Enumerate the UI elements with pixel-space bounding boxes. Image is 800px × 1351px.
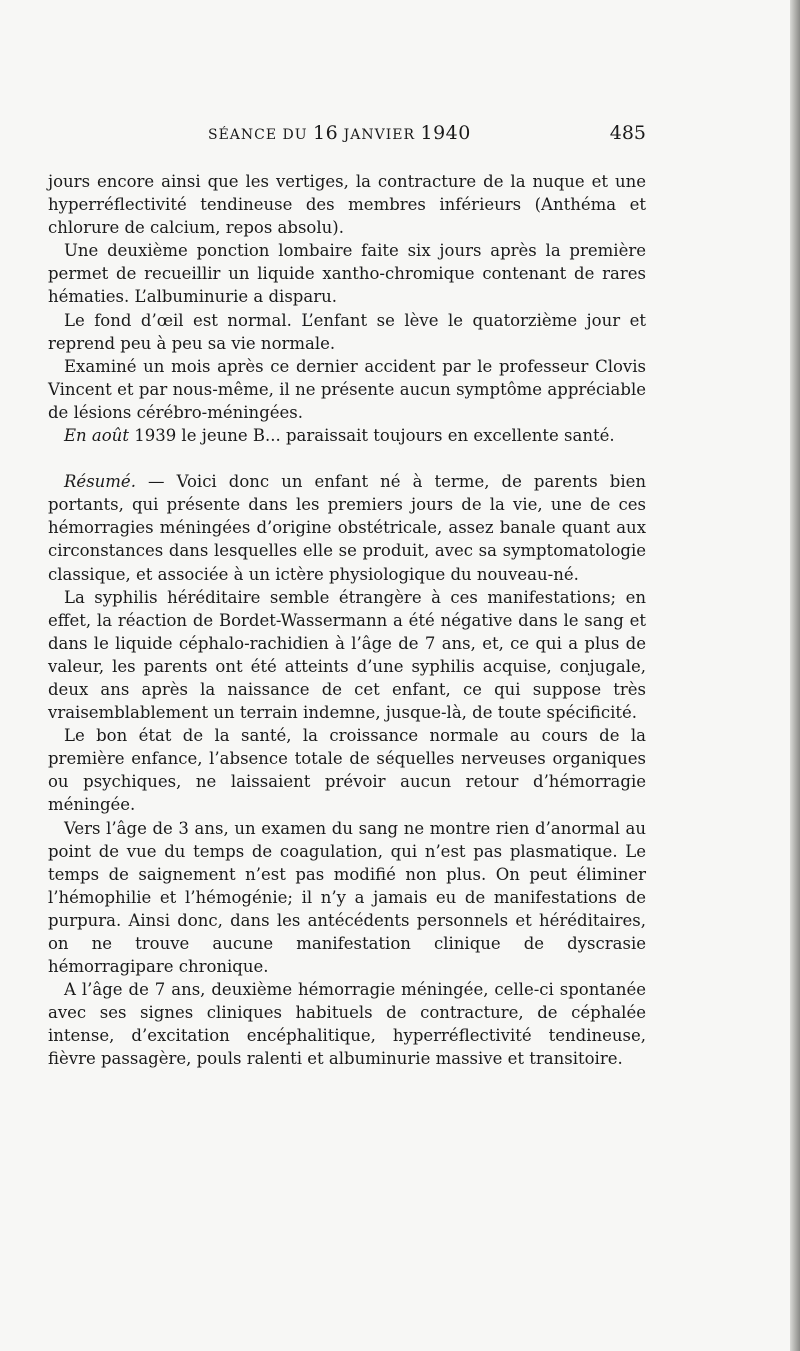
paragraph [48,724,646,816]
paragraph [48,978,646,1070]
title-month: JANVIER [338,127,421,143]
paragraph-text: Le fond d’œil est normal. L’enfant se lève le quatorzième jour et reprend peu à peu sa vie normale. [48,310,646,353]
title-day: 16 [313,122,339,144]
section-heading-resume: Résumé. [64,472,136,492]
paragraph [48,470,646,585]
paragraph [48,170,646,239]
title-year: 1940 [420,122,471,144]
italic-lead: En août [64,426,129,446]
paragraph-text: — Voici donc un enfant né à terme, de parents bien portants, qui présente dans les premiers jours de la vie, une de ces hémorragies méningées d’origine obstétricale, assez banale quant aux circonstances dans lesquelles elle se produit, avec sa symptomatologie classique, et associée à un ictère physiologique du nouveau-né. [48,472,646,584]
paragraph [48,586,646,725]
paragraph [48,239,646,308]
paragraph-text: Vers l’âge de 3 ans, un examen du sang ne montre rien d’anormal au point de vue du temps de coagulation, qui n’est pas plasmatique. Le temps de saignement n’est pas modifié non plus. On peut éliminer l’hémophilie et l’hémogénie; il n’y a jamais eu de manifestations de purpura. Ainsi donc, dans les antécédents personnels et héréditaires, on ne trouve aucune manifestation clinique de dyscrasie hémorragipare chronique. [48,818,646,977]
paragraph-text: 1939 le jeune B... paraissait toujours en excellente santé. [128,426,615,446]
running-header [48,122,646,152]
title-session: SÉANCE DU [208,127,314,143]
paragraph-text: Une deuxième ponction lombaire faite six jours après la première permet de recueillir un liquide xantho-chromique contenant de rares hématies. L’albuminurie a disparu. [48,241,646,307]
paragraph-spacer [48,447,646,470]
paragraph [48,424,646,447]
paragraph-text: Le bon état de la santé, la croissance normale au cours de la première enfance, l’absence totale de séquelles nerveuses organiques ou psychiques, ne laissaient prévoir aucun retour d’hémorragie méningée. [48,726,646,815]
paragraph-text: A l’âge de 7 ans, deuxième hémorragie méningée, celle-ci spontanée avec ses signes cliniques habituels de contracture, de céphalée intense, d’excitation encéphalitique, hyperréflectivité tendineuse, fièvre passagère, pouls ralenti et albuminurie massive et transitoire. [48,980,646,1069]
page-number: 485 [609,122,646,144]
paragraph [48,309,646,355]
body-text [48,170,646,1071]
paragraph-text: jours encore ainsi que les vertiges, la contracture de la nuque et une hyperréflectivité tendineuse des membres inférieurs (Anthéma et chlorure de calcium, repos absolu). [48,172,646,238]
paragraph-text: La syphilis héréditaire semble étrangère à ces manifestations; en effet, la réaction de Bordet-Wassermann a été négative dans le sang et dans le liquide céphalo-rachidien à l’âge de 7 ans, et, ce qui a plus de valeur, les parents ont été atteints d’une syphilis acquise, conjugale, deux ans après la naissance de cet enfant, ce qui suppose très vraisemblablement un terrain indemne, jusque-là, de toute spécificité. [48,587,646,723]
paragraph [48,355,646,424]
page-edge [790,0,800,1351]
running-title [208,122,471,144]
paragraph [48,817,646,979]
paragraph-text: Examiné un mois après ce dernier accident par le professeur Clovis Vincent et par nous-même, il ne présente aucun symptôme appréciable de lésions cérébro-méningées. [48,356,646,422]
